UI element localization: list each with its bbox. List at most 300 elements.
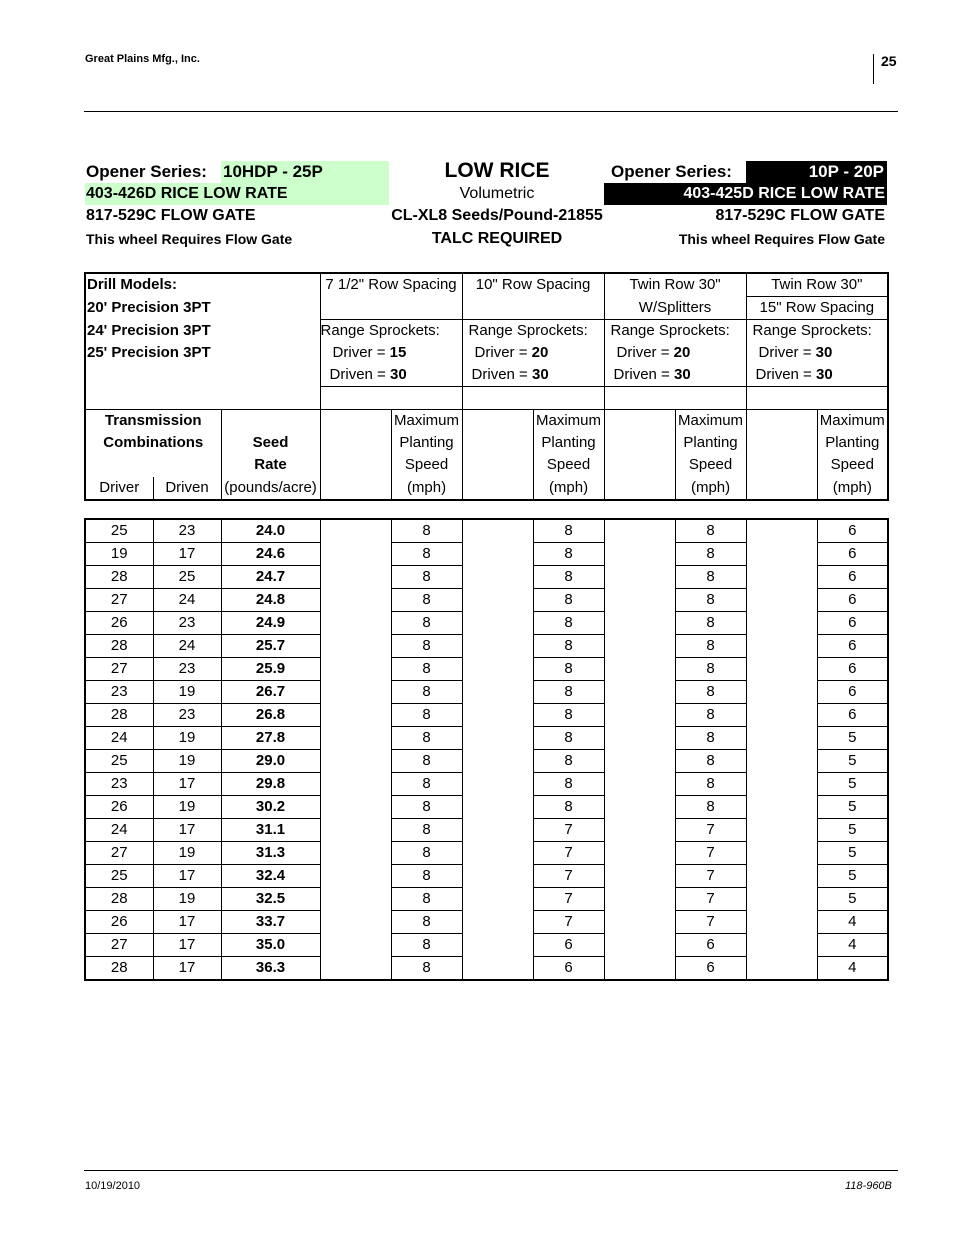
seed-rate-cell: 24.6 [221, 543, 320, 566]
driven-cell: 19 [153, 727, 221, 750]
speed-header-line: Planting [675, 432, 746, 454]
rate-header: Rate [221, 454, 320, 477]
spacer-cell [462, 566, 533, 589]
driver-cell: 24 [85, 727, 153, 750]
spacer-cell [604, 681, 675, 704]
spacer-cell [320, 519, 391, 543]
spacing-1-subtitle [320, 297, 462, 320]
seed-rate-cell: 31.1 [221, 819, 320, 842]
driven-value: 30 [389, 366, 407, 383]
speed-header-line: (mph) [533, 477, 604, 501]
max-speed-10-cell: 7 [533, 911, 604, 934]
max-speed-twin-splitters-cell: 6 [675, 934, 746, 957]
spacer-cell [604, 566, 675, 589]
spacer-cell [746, 750, 817, 773]
driven-cell: 17 [153, 865, 221, 888]
spacer-cell [320, 566, 391, 589]
driver-cell: 28 [85, 704, 153, 727]
max-speed-twin-15-cell: 5 [817, 819, 888, 842]
spacer-cell [604, 773, 675, 796]
max-speed-twin-splitters-cell: 8 [675, 704, 746, 727]
spacing-3-range-label: Range Sprockets: [604, 320, 746, 343]
spacer-cell [320, 704, 391, 727]
talc-note: TALC REQUIRED [431, 230, 563, 247]
drill-model-item: 25' Precision 3PT [87, 344, 211, 361]
max-speed-7-5-cell: 8 [391, 911, 462, 934]
table-row [85, 589, 888, 612]
max-speed-twin-15-cell: 6 [817, 681, 888, 704]
spacer-cell [320, 819, 391, 842]
seed-rate-cell: 29.0 [221, 750, 320, 773]
spacer-cell [320, 865, 391, 888]
max-speed-twin-splitters-cell: 8 [675, 589, 746, 612]
spacer-cell [604, 842, 675, 865]
max-speed-7-5-cell: 8 [391, 704, 462, 727]
seed-rate-cell: 32.5 [221, 888, 320, 911]
spacer-cell [604, 750, 675, 773]
seed-rate-cell: 33.7 [221, 911, 320, 934]
spacer-cell [746, 911, 817, 934]
speed-header-4: Maximum [817, 410, 888, 433]
spacer-cell [746, 888, 817, 911]
seed-rate-cell: 24.9 [221, 612, 320, 635]
driver-cell: 19 [85, 543, 153, 566]
max-speed-twin-splitters-cell: 8 [675, 519, 746, 543]
seed-rate-cell: 24.8 [221, 589, 320, 612]
spacer-cell [746, 589, 817, 612]
right-opener-label: Opener Series: [611, 162, 732, 181]
left-meter-part: 403-426D RICE LOW RATE [85, 183, 389, 205]
driven-cell: 19 [153, 750, 221, 773]
drill-model-item: 20' Precision 3PT [87, 299, 211, 316]
driver-cell: 28 [85, 566, 153, 589]
spacing-header-table [84, 272, 889, 501]
seed-rate-cell: 31.3 [221, 842, 320, 865]
driver-cell: 24 [85, 819, 153, 842]
spacer-cell [746, 635, 817, 658]
driven-cell: 23 [153, 519, 221, 543]
spacer-cell [462, 681, 533, 704]
page-number: 25 [881, 53, 897, 69]
max-speed-10-cell: 8 [533, 658, 604, 681]
spacer-cell [604, 865, 675, 888]
seed-rate-table [84, 518, 889, 981]
max-speed-7-5-cell: 8 [391, 681, 462, 704]
max-speed-10-cell: 8 [533, 635, 604, 658]
spacer-cell [746, 819, 817, 842]
seed-rate-cell: 24.7 [221, 566, 320, 589]
spacer-cell [320, 635, 391, 658]
spacer-cell [320, 727, 391, 750]
spacing-3-title: Twin Row 30" [604, 273, 746, 297]
spacer-cell [604, 911, 675, 934]
driver-cell: 27 [85, 658, 153, 681]
spacer-cell [604, 589, 675, 612]
max-speed-10-cell: 8 [533, 727, 604, 750]
max-speed-7-5-cell: 8 [391, 865, 462, 888]
spacer-cell [746, 704, 817, 727]
table-row [85, 957, 888, 981]
driver-cell: 27 [85, 589, 153, 612]
spacing-3-driven [604, 364, 746, 387]
driver-cell: 25 [85, 865, 153, 888]
max-speed-10-cell: 8 [533, 589, 604, 612]
driven-header: Driven [153, 477, 221, 501]
left-opener-value: 10HDP - 25P [221, 161, 389, 183]
footer-document-number: 118-960B [845, 1180, 892, 1192]
driver-cell: 26 [85, 911, 153, 934]
spacer-cell [320, 888, 391, 911]
driver-value: 20 [673, 344, 691, 361]
page-title: LOW RICE [444, 159, 550, 182]
seed-rate-cell: 25.7 [221, 635, 320, 658]
seed-variety: CL-XL8 Seeds/Pound-21855 [391, 207, 603, 224]
spacer-cell [462, 543, 533, 566]
driver-label: Driver = [332, 344, 386, 361]
driven-cell: 19 [153, 842, 221, 865]
driven-value: 30 [673, 366, 691, 383]
driver-cell: 27 [85, 842, 153, 865]
spacer-cell [320, 773, 391, 796]
max-speed-twin-15-cell: 4 [817, 957, 888, 981]
max-speed-twin-splitters-cell: 8 [675, 543, 746, 566]
spacing-4-subtitle: 15" Row Spacing [746, 297, 888, 320]
max-speed-7-5-cell: 8 [391, 888, 462, 911]
speed-header-1: Maximum [391, 410, 462, 433]
max-speed-7-5-cell: 8 [391, 658, 462, 681]
spacing-4-range-label: Range Sprockets: [746, 320, 888, 343]
driver-value: 20 [531, 344, 549, 361]
max-speed-twin-splitters-cell: 7 [675, 819, 746, 842]
max-speed-10-cell: 8 [533, 750, 604, 773]
page-number-divider [873, 54, 874, 84]
spacer-cell [604, 635, 675, 658]
spacer-cell [746, 681, 817, 704]
max-speed-twin-15-cell: 5 [817, 727, 888, 750]
table-row [85, 681, 888, 704]
spacer-cell [320, 934, 391, 957]
max-speed-twin-15-cell: 5 [817, 796, 888, 819]
driven-cell: 17 [153, 819, 221, 842]
table-row [85, 819, 888, 842]
table-row [85, 658, 888, 681]
driven-label: Driven = [329, 366, 386, 383]
spacing-1-driver [320, 342, 462, 364]
spacer-cell [604, 888, 675, 911]
max-speed-7-5-cell: 8 [391, 796, 462, 819]
max-speed-7-5-cell: 8 [391, 612, 462, 635]
max-speed-twin-15-cell: 6 [817, 612, 888, 635]
max-speed-twin-splitters-cell: 7 [675, 888, 746, 911]
driver-cell: 26 [85, 796, 153, 819]
left-flow-gate: 817-529C FLOW GATE [86, 207, 256, 224]
spacer-cell [746, 727, 817, 750]
max-speed-twin-15-cell: 6 [817, 543, 888, 566]
spacer-cell [462, 796, 533, 819]
spacer-cell [746, 519, 817, 543]
max-speed-twin-splitters-cell: 8 [675, 727, 746, 750]
spacing-4-driver [746, 342, 888, 364]
speed-header-line: Planting [533, 432, 604, 454]
spacer-cell [462, 704, 533, 727]
seed-rate-cell: 36.3 [221, 957, 320, 981]
max-speed-twin-splitters-cell: 7 [675, 842, 746, 865]
max-speed-twin-15-cell: 6 [817, 658, 888, 681]
driven-label: Driven = [613, 366, 670, 383]
table-row [85, 543, 888, 566]
max-speed-twin-15-cell: 6 [817, 704, 888, 727]
seed-rate-cell: 24.0 [221, 519, 320, 543]
left-flow-gate-note: This wheel Requires Flow Gate [86, 231, 293, 247]
driver-value: 30 [815, 344, 833, 361]
spacer-cell [320, 842, 391, 865]
max-speed-10-cell: 6 [533, 957, 604, 981]
spacer-cell [604, 727, 675, 750]
driven-cell: 19 [153, 681, 221, 704]
spacer-cell [746, 934, 817, 957]
seed-rate-cell: 26.8 [221, 704, 320, 727]
max-speed-twin-splitters-cell: 7 [675, 911, 746, 934]
driven-cell: 23 [153, 704, 221, 727]
max-speed-10-cell: 8 [533, 566, 604, 589]
max-speed-10-cell: 8 [533, 543, 604, 566]
max-speed-twin-15-cell: 5 [817, 773, 888, 796]
footer-rule [84, 1170, 898, 1171]
spacer-cell [462, 865, 533, 888]
speed-header-line: Planting [391, 432, 462, 454]
spacing-4-title: Twin Row 30" [746, 273, 888, 297]
table-row [85, 519, 888, 543]
max-speed-twin-15-cell: 5 [817, 750, 888, 773]
spacer-cell [462, 888, 533, 911]
max-speed-10-cell: 8 [533, 681, 604, 704]
max-speed-7-5-cell: 8 [391, 566, 462, 589]
max-speed-10-cell: 7 [533, 865, 604, 888]
driven-cell: 24 [153, 589, 221, 612]
driver-cell: 25 [85, 519, 153, 543]
driven-value: 30 [816, 366, 833, 383]
spacer-cell [462, 842, 533, 865]
company-name: Great Plains Mfg., Inc. [85, 53, 200, 65]
speed-header-line: Planting [817, 432, 888, 454]
driver-cell: 25 [85, 750, 153, 773]
spacer-cell [320, 750, 391, 773]
table-row [85, 865, 888, 888]
spacer-cell [320, 543, 391, 566]
driven-cell: 17 [153, 543, 221, 566]
max-speed-twin-splitters-cell: 8 [675, 681, 746, 704]
max-speed-7-5-cell: 8 [391, 773, 462, 796]
speed-header-line: (mph) [675, 477, 746, 501]
spacer-cell [746, 796, 817, 819]
speed-header-2: Maximum [533, 410, 604, 433]
driver-value: 15 [389, 344, 407, 361]
spacer-cell [746, 566, 817, 589]
spacer-cell [462, 589, 533, 612]
driven-value: 30 [531, 366, 549, 383]
spacer-cell [320, 796, 391, 819]
speed-header-line: Speed [817, 454, 888, 477]
spacer-cell [746, 612, 817, 635]
speed-header-3: Maximum [675, 410, 746, 433]
driver-cell: 28 [85, 957, 153, 981]
driven-cell: 24 [153, 635, 221, 658]
spacing-2-driven [462, 364, 604, 387]
max-speed-10-cell: 8 [533, 796, 604, 819]
right-flow-gate: 817-529C FLOW GATE [715, 207, 885, 224]
metering-type: Volumetric [459, 185, 535, 202]
spacing-1-range-label: Range Sprockets: [320, 320, 462, 343]
spacing-1-driven [320, 364, 462, 387]
max-speed-10-cell: 8 [533, 773, 604, 796]
table-row [85, 796, 888, 819]
spacer-cell [320, 957, 391, 981]
driven-cell: 25 [153, 566, 221, 589]
footer-date: 10/19/2010 [85, 1180, 141, 1192]
driven-cell: 17 [153, 934, 221, 957]
max-speed-10-cell: 8 [533, 704, 604, 727]
max-speed-twin-15-cell: 6 [817, 635, 888, 658]
drill-model-item: 24' Precision 3PT [87, 321, 211, 339]
max-speed-10-cell: 7 [533, 819, 604, 842]
speed-header-line: Speed [675, 454, 746, 477]
max-speed-twin-splitters-cell: 8 [675, 612, 746, 635]
driver-cell: 23 [85, 773, 153, 796]
driven-cell: 23 [153, 612, 221, 635]
spacer-cell [746, 543, 817, 566]
driven-cell: 17 [153, 957, 221, 981]
table-row [85, 888, 888, 911]
spacer-cell [320, 658, 391, 681]
max-speed-twin-splitters-cell: 8 [675, 658, 746, 681]
spacer-cell [746, 658, 817, 681]
driven-label: Driven = [755, 366, 812, 383]
spacing-3-subtitle: W/Splitters [604, 297, 746, 320]
spacer-cell [320, 612, 391, 635]
max-speed-7-5-cell: 8 [391, 519, 462, 543]
max-speed-10-cell: 7 [533, 888, 604, 911]
spacing-2-range-label: Range Sprockets: [462, 320, 604, 343]
spacing-2-title: 10" Row Spacing [462, 273, 604, 297]
driven-cell: 17 [153, 911, 221, 934]
spacer-cell [604, 819, 675, 842]
seed-rate-cell: 26.7 [221, 681, 320, 704]
table-row [85, 842, 888, 865]
max-speed-twin-splitters-cell: 8 [675, 773, 746, 796]
max-speed-twin-splitters-cell: 8 [675, 796, 746, 819]
max-speed-10-cell: 7 [533, 842, 604, 865]
driver-cell: 26 [85, 612, 153, 635]
speed-header-line: Speed [533, 454, 604, 477]
table-row [85, 704, 888, 727]
table-row [85, 911, 888, 934]
spacing-3-driver [604, 342, 746, 364]
seed-rate-cell: 25.9 [221, 658, 320, 681]
max-speed-10-cell: 8 [533, 612, 604, 635]
spacer-cell [462, 519, 533, 543]
driver-cell: 28 [85, 888, 153, 911]
spacer-cell [746, 842, 817, 865]
spacer-cell [462, 750, 533, 773]
spacer-cell [320, 589, 391, 612]
max-speed-10-cell: 8 [533, 519, 604, 543]
max-speed-7-5-cell: 8 [391, 589, 462, 612]
driver-label: Driver = [758, 344, 812, 361]
table-row [85, 566, 888, 589]
table-row [85, 934, 888, 957]
right-flow-gate-note: This wheel Requires Flow Gate [678, 231, 885, 247]
seed-rate-cell: 32.4 [221, 865, 320, 888]
transmission-header: Transmission [85, 410, 221, 433]
speed-header-line: Speed [391, 454, 462, 477]
max-speed-twin-15-cell: 5 [817, 865, 888, 888]
spacer-cell [604, 957, 675, 981]
seed-rate-cell: 27.8 [221, 727, 320, 750]
driver-cell: 23 [85, 681, 153, 704]
spacer-cell [462, 934, 533, 957]
seed-rate-cell: 35.0 [221, 934, 320, 957]
driver-cell: 27 [85, 934, 153, 957]
driven-cell: 19 [153, 888, 221, 911]
spacer-cell [462, 635, 533, 658]
seed-rate-cell: 30.2 [221, 796, 320, 819]
table-row [85, 612, 888, 635]
spacer-cell [604, 658, 675, 681]
spacing-4-driven [746, 364, 888, 387]
spacer-cell [462, 819, 533, 842]
max-speed-twin-splitters-cell: 6 [675, 957, 746, 981]
driven-cell: 17 [153, 773, 221, 796]
max-speed-twin-15-cell: 6 [817, 589, 888, 612]
speed-header-line: (mph) [817, 477, 888, 501]
seed-rate-cell: 29.8 [221, 773, 320, 796]
max-speed-7-5-cell: 8 [391, 635, 462, 658]
spacer-cell [462, 957, 533, 981]
spacer-cell [604, 612, 675, 635]
spacer-cell [462, 911, 533, 934]
spacer-cell [462, 773, 533, 796]
speed-header-line: (mph) [391, 477, 462, 501]
max-speed-twin-15-cell: 6 [817, 519, 888, 543]
right-meter-part: 403-425D RICE LOW RATE [604, 183, 887, 205]
spacer-cell [320, 681, 391, 704]
spacer-cell [604, 934, 675, 957]
max-speed-7-5-cell: 8 [391, 934, 462, 957]
spacer-cell [462, 658, 533, 681]
combinations-header: Combinations [103, 434, 204, 451]
spacer-cell [604, 796, 675, 819]
driver-label: Driver = [474, 344, 528, 361]
spacing-2-subtitle [462, 297, 604, 320]
table-row [85, 773, 888, 796]
spacer-cell [604, 543, 675, 566]
spacer-cell [746, 957, 817, 981]
spacing-2-driver [462, 342, 604, 364]
left-opener-label: Opener Series: [86, 162, 207, 181]
driver-header: Driver [85, 477, 153, 501]
spacer-cell [746, 773, 817, 796]
units-header: (pounds/acre) [221, 477, 320, 501]
spacer-cell [320, 911, 391, 934]
max-speed-7-5-cell: 8 [391, 727, 462, 750]
max-speed-twin-15-cell: 5 [817, 888, 888, 911]
max-speed-twin-15-cell: 5 [817, 842, 888, 865]
max-speed-twin-splitters-cell: 7 [675, 865, 746, 888]
spacer-cell [604, 519, 675, 543]
max-speed-7-5-cell: 8 [391, 957, 462, 981]
table-row [85, 635, 888, 658]
driven-cell: 19 [153, 796, 221, 819]
